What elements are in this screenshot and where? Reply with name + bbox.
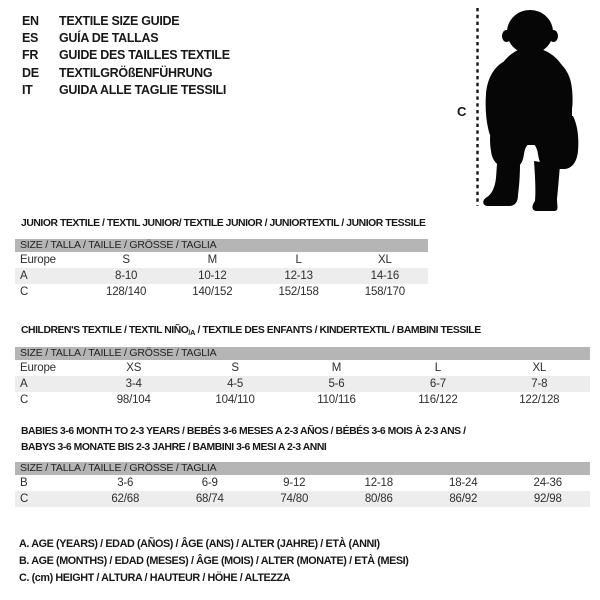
language-label: GUIDA ALLE TAGLIE TESSILI [59, 82, 227, 97]
cell: 98/104 [116, 394, 151, 406]
table-row-europe [15, 360, 590, 376]
cell: XL [378, 254, 392, 266]
row-label: A [20, 270, 28, 282]
cell: 80/86 [364, 493, 393, 505]
table-row-age-months [15, 475, 590, 491]
cell: S [231, 362, 239, 374]
cell: 6-9 [201, 477, 218, 489]
cell: 68/74 [195, 493, 224, 505]
table-row-europe [15, 252, 428, 268]
language-label: TEXTILE SIZE GUIDE [59, 14, 180, 28]
cell: M [331, 362, 342, 374]
language-code: EN [22, 14, 39, 28]
cell: 128/140 [106, 286, 147, 298]
cell: 152/158 [278, 286, 319, 298]
row-label: A [20, 378, 28, 390]
cell: S [122, 254, 130, 266]
legend-line-a: A. AGE (YEARS) / EDAD (AÑOS) / ÂGE (ANS) / ALTER (JAHRE) / ETÀ (ANNI) [19, 538, 380, 550]
junior-table-title: JUNIOR TEXTILE / TEXTIL JUNIOR/ TEXTILE JUNIOR / JUNIORTEXTIL / JUNIOR TESSILE [21, 218, 426, 229]
row-label: C [20, 394, 29, 406]
cell: 62/68 [111, 493, 140, 505]
cell: 10-12 [198, 270, 227, 282]
cell: 116/122 [418, 394, 458, 406]
junior-size-table [15, 239, 428, 300]
cell: 92/98 [533, 493, 562, 505]
cell: 4-5 [227, 378, 244, 390]
cell: 110/116 [317, 394, 356, 406]
children-title-suffix: / TEXTILE DES ENFANTS / KINDERTEXTIL / BAMBINI TESSILE [195, 325, 481, 336]
language-label: GUIDE DES TAILLES TEXTILE [59, 48, 230, 63]
language-code: DE [22, 65, 39, 80]
children-size-table [15, 347, 590, 408]
cell: 158/170 [364, 286, 405, 298]
cell: 74/80 [280, 493, 309, 505]
row-label: C [20, 286, 29, 298]
language-label: TEXTILGRÖßENFÜHRUNG [59, 65, 213, 80]
height-measure-label: C [457, 104, 467, 119]
cell: 12-18 [364, 477, 393, 489]
language-code: IT [22, 82, 33, 97]
table-row-height [15, 284, 428, 300]
cell: 122/128 [519, 394, 560, 406]
cell: XS [126, 362, 142, 374]
cell: 9-12 [283, 477, 306, 489]
language-label: GUÍA DE TALLAS [59, 31, 159, 46]
cell: 5-6 [328, 378, 345, 390]
table-row-height [15, 491, 590, 507]
table-row-height [15, 392, 590, 408]
height-figure [0, 0, 600, 215]
babies-title-line2: BABYS 3-6 MONATE BIS 2-3 JAHRE / BAMBINI 3-6 MESI A 2-3 ANNI [21, 442, 327, 453]
row-label: Europe [20, 362, 56, 374]
row-label: B [20, 477, 28, 489]
size-header-bar: SIZE / TALLA / TAILLE / GRÖSSE / TAGLIA [15, 347, 590, 360]
cell: 8-10 [115, 270, 138, 282]
children-title-sub: /A [188, 328, 196, 337]
cell: 12-13 [284, 270, 313, 282]
children-title-prefix: CHILDREN'S TEXTILE / TEXTIL NIÑO [21, 325, 189, 336]
legend-line-c: C. (cm) HEIGHT / ALTURA / HAUTEUR / HÖHE / ALTEZZA [19, 572, 291, 584]
cell: XL [532, 362, 547, 374]
legend-line-b: B. AGE (MONTHS) / EDAD (MESES) / ÂGE (MOIS) / ALTER (MONATE) / ETÀ (MESI) [19, 555, 409, 567]
language-code: FR [22, 48, 39, 63]
cell: 7-8 [531, 378, 548, 390]
cell: L [295, 254, 302, 266]
cell: L [434, 362, 441, 374]
babies-title-line1: BABIES 3-6 MONTH TO 2-3 YEARS / BEBÉS 3-6 MESES A 2-3 AÑOS / BÉBÉS 3-6 MOIS À 2-3 ANS / [21, 426, 466, 437]
cell: 104/110 [215, 394, 255, 406]
cell: M [207, 254, 218, 266]
cell: 86/92 [449, 493, 478, 505]
row-label: Europe [20, 254, 56, 266]
cell: 14-16 [370, 270, 400, 282]
babies-table-title [21, 424, 466, 456]
size-header-bar: SIZE / TALLA / TAILLE / GRÖSSE / TAGLIA [15, 462, 590, 475]
language-code: ES [22, 31, 39, 46]
cell: 24-36 [533, 477, 562, 489]
table-row-age-years [15, 376, 590, 392]
babies-size-table [15, 462, 590, 507]
row-label: C [20, 493, 29, 505]
cell: 3-6 [117, 477, 134, 489]
cell: 140/152 [192, 286, 233, 298]
measure-legend [19, 536, 408, 587]
cell: 3-4 [125, 378, 142, 390]
size-header-bar: SIZE / TALLA / TAILLE / GRÖSSE / TAGLIA [15, 239, 428, 252]
cell: 6-7 [429, 378, 446, 390]
baby-silhouette-icon [470, 5, 592, 212]
table-row-age-years [15, 268, 428, 284]
children-table-title [21, 325, 481, 337]
cell: 18-24 [449, 477, 478, 489]
